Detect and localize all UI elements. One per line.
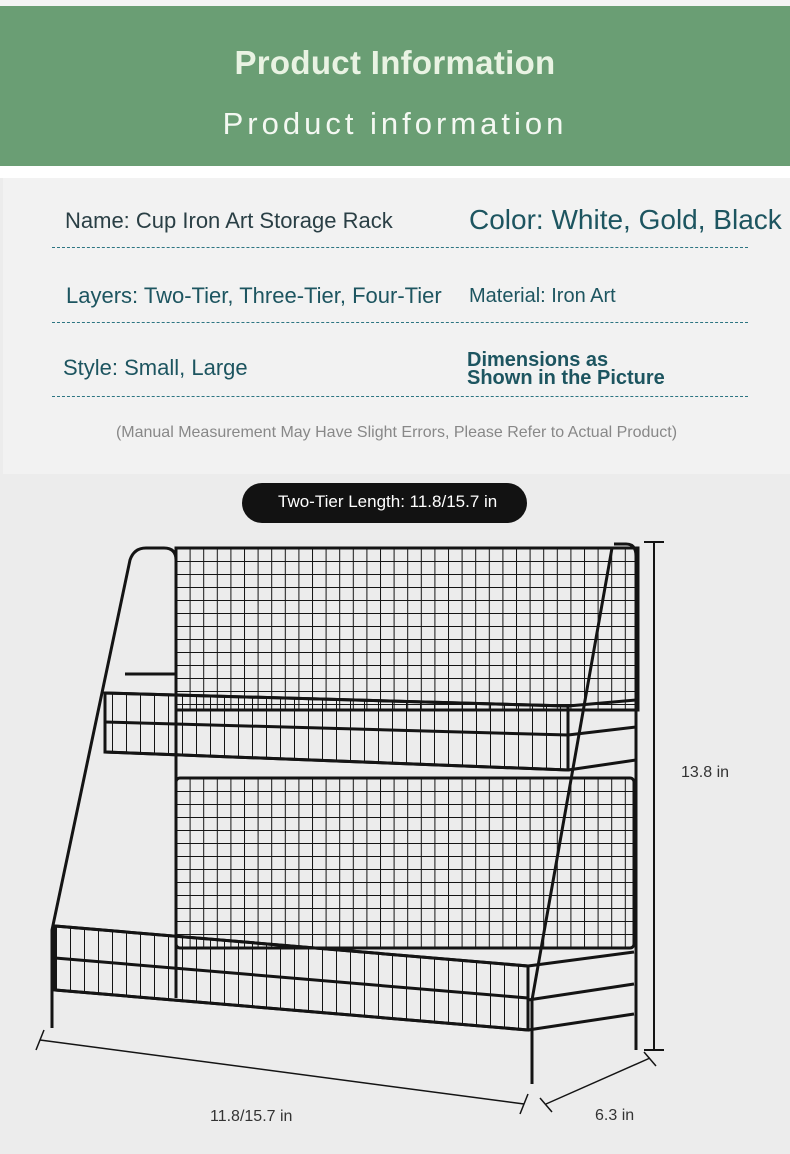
info-style: Style: Small, Large	[63, 355, 248, 380]
upper-tray	[105, 693, 636, 770]
header-subtitle: Product information	[222, 106, 568, 141]
width-dimension-line	[36, 1030, 528, 1114]
depth-label: 6.3 in	[595, 1107, 635, 1124]
info-dimensions-line1: Dimensions as	[467, 349, 609, 371]
separator	[0, 166, 790, 178]
rack-illustration	[0, 474, 790, 1154]
divider-2	[52, 322, 748, 323]
header-title: Product Information	[234, 44, 556, 81]
header-banner	[0, 6, 790, 166]
info-panel	[3, 178, 790, 474]
info-name: Name: Cup Iron Art Storage Rack	[65, 208, 393, 233]
length-badge-text: Two-Tier Length: 11.8/15.7 in	[278, 492, 498, 511]
divider-3	[52, 396, 748, 397]
info-dimensions-line2: Shown in the Picture	[467, 367, 665, 389]
divider-1	[52, 247, 748, 248]
height-dimension-line	[644, 542, 664, 1050]
length-badge	[242, 483, 527, 523]
height-label: 13.8 in	[681, 764, 730, 781]
info-dimensions	[467, 351, 665, 387]
width-label: 11.8/15.7 in	[210, 1108, 293, 1125]
depth-dimension-line	[540, 1052, 656, 1112]
measurement-note: (Manual Measurement May Have Slight Errors, Please Refer to Actual Product)	[115, 424, 678, 441]
upper-back-grid	[176, 548, 638, 710]
info-color: Color: White, Gold, Black	[469, 204, 782, 235]
info-material: Material: Iron Art	[469, 285, 616, 307]
info-layers: Layers: Two-Tier, Three-Tier, Four-Tier	[66, 283, 442, 308]
